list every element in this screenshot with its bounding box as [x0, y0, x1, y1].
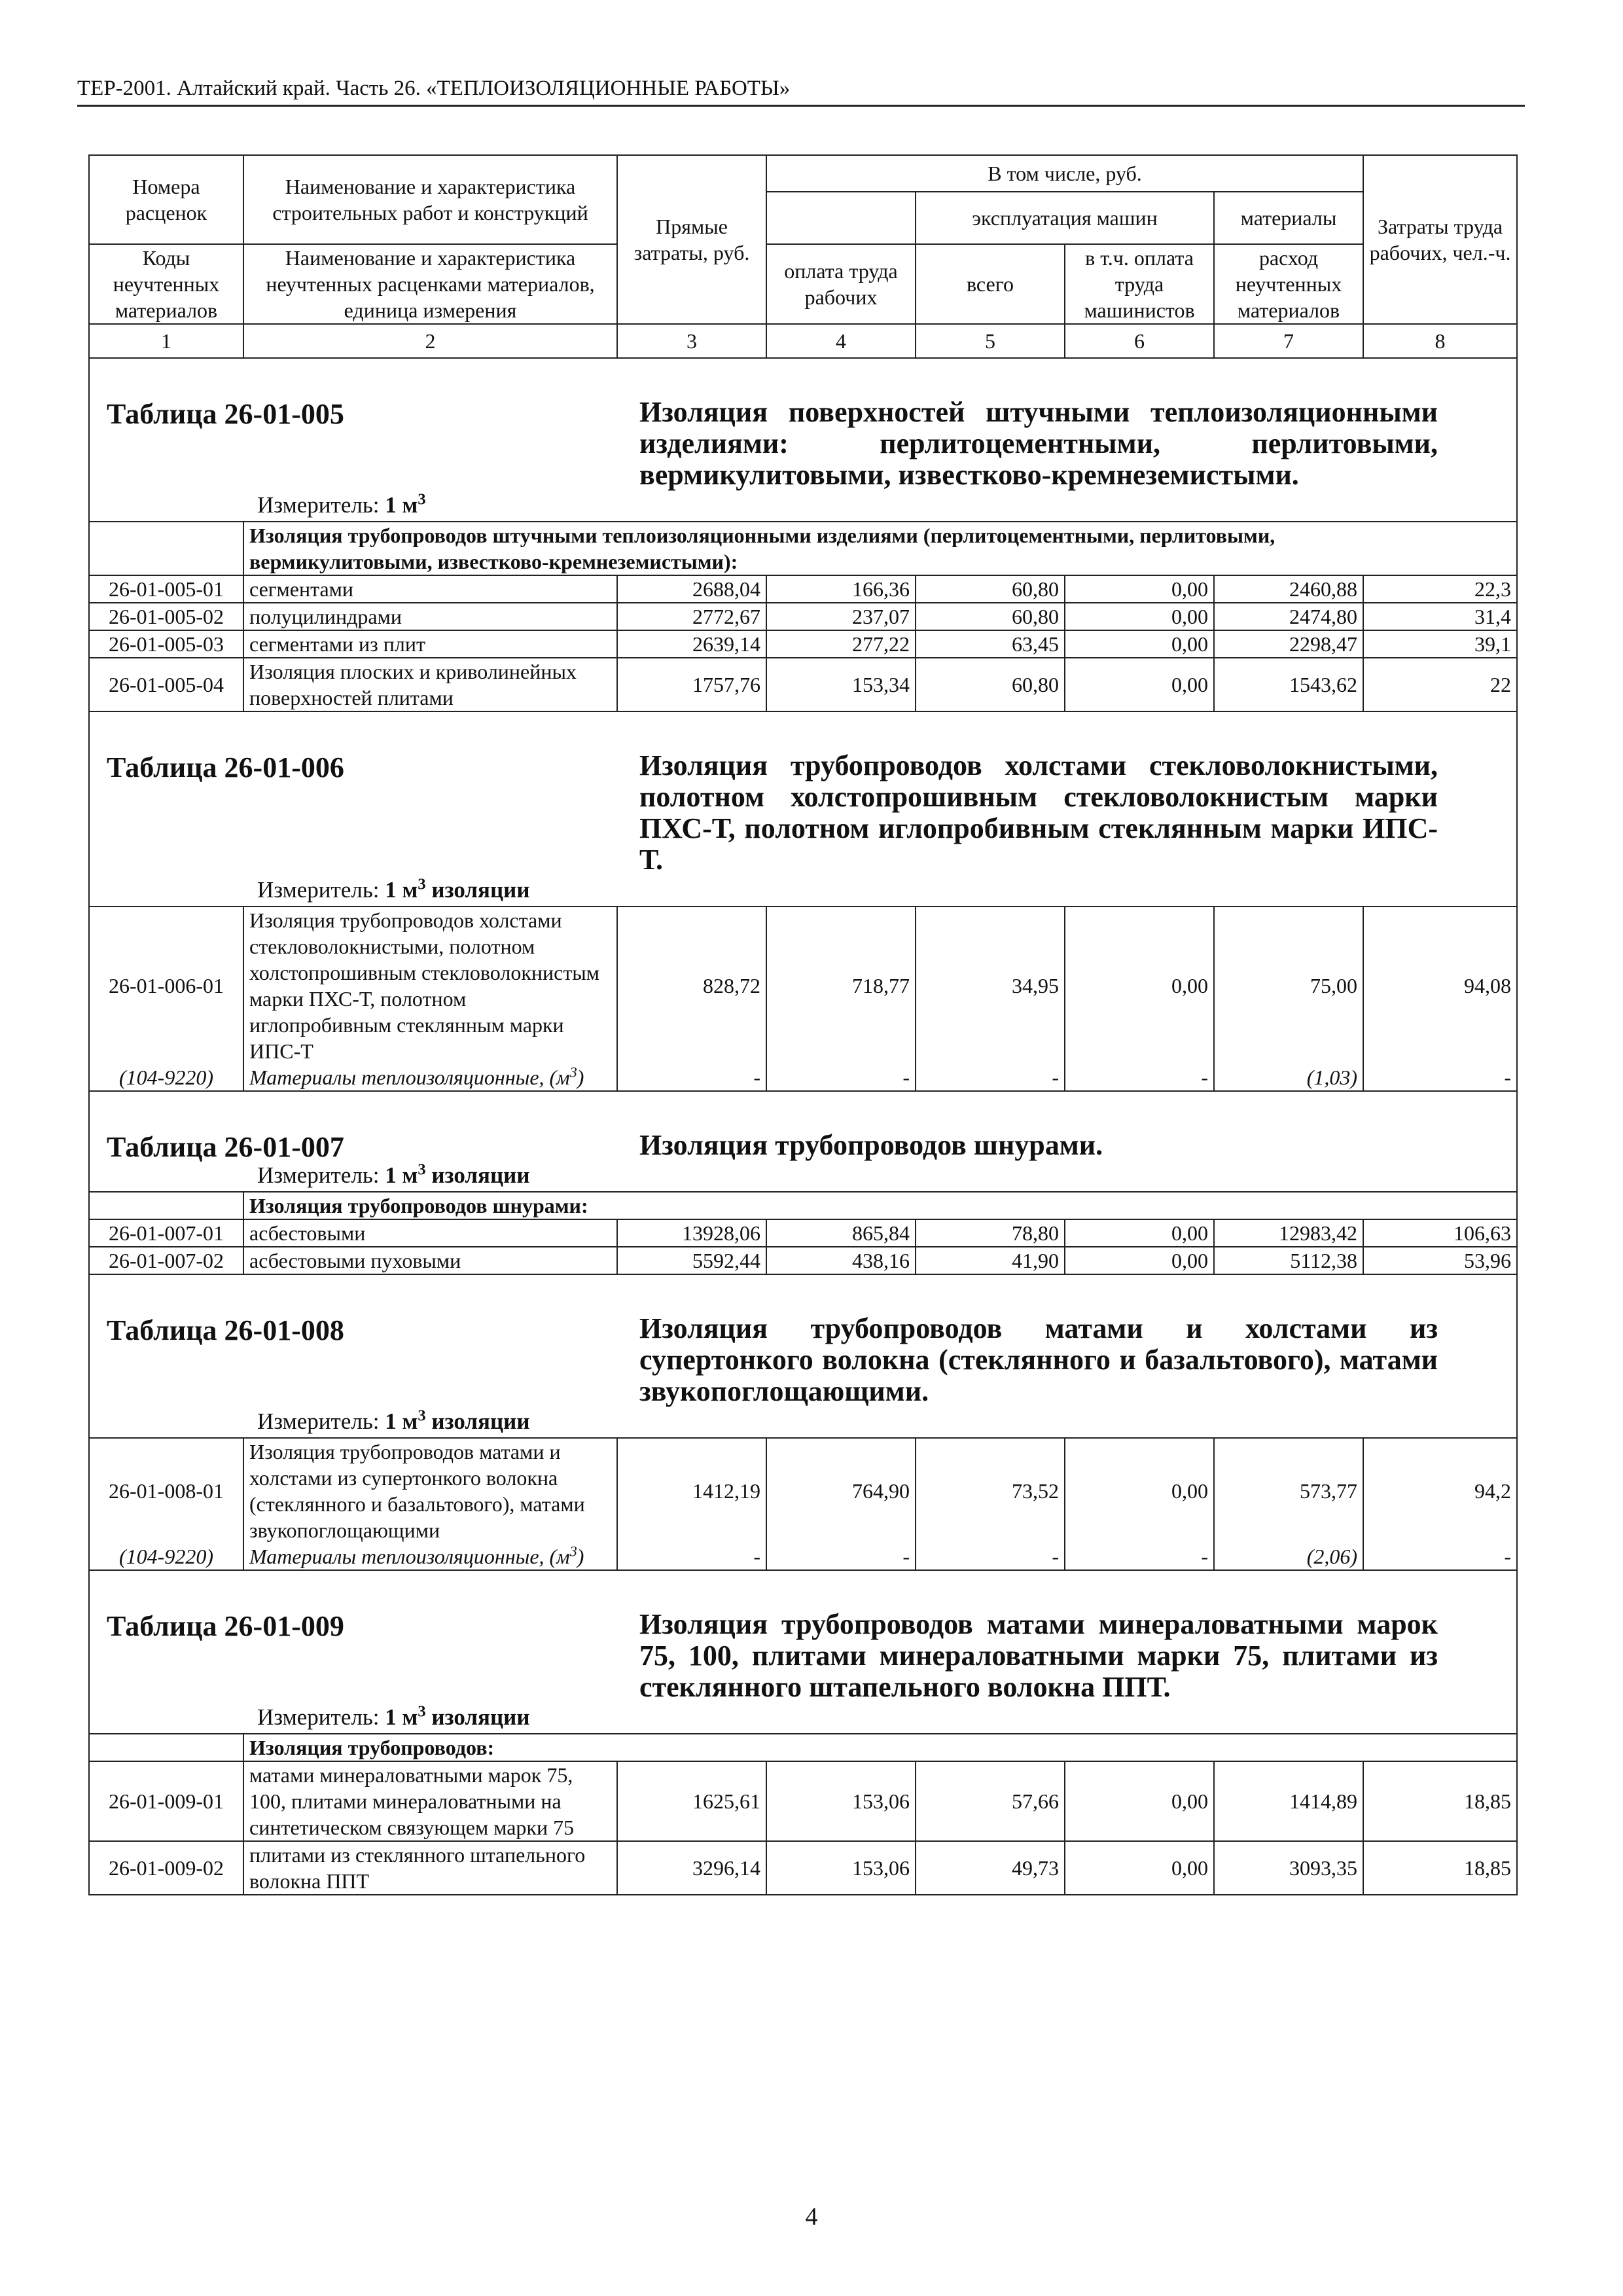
material-code: (104-9220)	[89, 1064, 243, 1091]
work-name: матами минераловатными марок 75, 100, плитами минераловатными на синтетическом связующем марки 75	[243, 1761, 617, 1841]
material-name	[243, 1064, 617, 1091]
labor-pay: -	[766, 1064, 916, 1091]
measure-unit: 1 м	[385, 1408, 418, 1434]
materials-cost: 12983,42	[1214, 1219, 1363, 1247]
machinist-pay: -	[1065, 1064, 1214, 1091]
direct-costs: -	[617, 1064, 766, 1091]
labor-hours: 22	[1363, 658, 1517, 711]
table-title-row	[89, 1570, 1517, 1734]
labor-pay: 153,06	[766, 1841, 916, 1895]
machines-total: 78,80	[916, 1219, 1065, 1247]
materials-cost: 1414,89	[1214, 1761, 1363, 1841]
measure-unit: 1 м	[385, 1704, 418, 1730]
superscript-3: 3	[569, 1543, 577, 1560]
table-label: Таблица 26-01-005	[107, 398, 344, 430]
machines-total: 34,95	[916, 906, 1065, 1064]
material-row	[89, 1064, 1517, 1091]
col-number: 2	[243, 324, 617, 358]
measure-line	[90, 1407, 1516, 1437]
rate-code: 26-01-008-01	[89, 1438, 243, 1543]
document-header: ТЕР-2001. Алтайский край. Часть 26. «ТЕПЛОИЗОЛЯЦИОННЫЕ РАБОТЫ»	[77, 75, 1525, 107]
superscript-3: 3	[418, 490, 426, 509]
table-title-row	[89, 1274, 1517, 1438]
labor-hours: 39,1	[1363, 630, 1517, 658]
measure-suffix: изоляции	[431, 1704, 530, 1730]
work-name: асбестовыми пуховыми	[243, 1247, 617, 1274]
header-labor-pay: оплата труда рабочих	[766, 244, 916, 324]
materials-cost: 5112,38	[1214, 1247, 1363, 1274]
table-title-row	[89, 711, 1517, 906]
page-number: 4	[805, 2203, 818, 2231]
work-name: сегментами	[243, 575, 617, 603]
direct-costs: 2772,67	[617, 603, 766, 630]
labor-hours: -	[1363, 1543, 1517, 1570]
table-row	[89, 906, 1517, 1064]
machinist-pay: 0,00	[1065, 1438, 1214, 1543]
machinist-pay: 0,00	[1065, 1761, 1214, 1841]
header-rate-numbers: Номера расценок	[89, 155, 243, 244]
rate-code: 26-01-005-04	[89, 658, 243, 711]
rate-code: 26-01-006-01	[89, 906, 243, 1064]
machinist-pay: 0,00	[1065, 630, 1214, 658]
direct-costs: 1757,76	[617, 658, 766, 711]
work-name: Изоляция трубопроводов матами и холстами из супертонкого волокна (стеклянного и базальтового), матами звукопоглощающими	[243, 1438, 617, 1543]
table-title: Изоляция поверхностей штучными теплоизоляционными изделиями: перлитоцементными, перлитовыми, вермикулитовыми, известково-кремнеземистыми.	[639, 396, 1438, 491]
group-empty-cell	[89, 522, 243, 575]
material-name-text: Материалы теплоизоляционные, (м	[249, 1066, 570, 1089]
superscript-3: 3	[569, 1064, 577, 1081]
header-material-names: Наименование и характеристика неучтенных расценками материалов, единица измерения	[243, 244, 617, 324]
measure-unit: 1 м	[385, 877, 418, 903]
measure-prefix: Измеритель:	[257, 1704, 380, 1730]
superscript-3: 3	[418, 1702, 426, 1721]
measure-unit: 1 м	[385, 1162, 418, 1188]
group-heading: Изоляция трубопроводов:	[243, 1734, 1517, 1761]
direct-costs: 2639,14	[617, 630, 766, 658]
rates-table	[88, 154, 1518, 1895]
col-number: 7	[1214, 324, 1363, 358]
table-title-row	[89, 1091, 1517, 1192]
material-row	[89, 1543, 1517, 1570]
measure-line	[90, 1703, 1516, 1733]
work-name: Изоляция плоских и криволинейных поверхностей плитами	[243, 658, 617, 711]
measure-unit: 1 м	[385, 492, 418, 518]
machinist-pay: 0,00	[1065, 1219, 1214, 1247]
table-title: Изоляция трубопроводов матами минераловатными марок 75, 100, плитами минераловатными марки 75, плитами из стеклянного штапельного волокна ППТ.	[639, 1608, 1438, 1703]
table-label: Таблица 26-01-006	[107, 751, 344, 783]
table-row	[89, 575, 1517, 603]
measure-prefix: Измеритель:	[257, 492, 380, 518]
direct-costs: 1412,19	[617, 1438, 766, 1543]
table-row	[89, 1761, 1517, 1841]
direct-costs: 5592,44	[617, 1247, 766, 1274]
table-title-block	[89, 1091, 1517, 1192]
rate-code: 26-01-007-01	[89, 1219, 243, 1247]
materials-cost: 1543,62	[1214, 658, 1363, 711]
labor-pay: 865,84	[766, 1219, 916, 1247]
superscript-3: 3	[418, 875, 426, 893]
group-row	[89, 1192, 1517, 1219]
machinist-pay: -	[1065, 1543, 1214, 1570]
labor-hours: 106,63	[1363, 1219, 1517, 1247]
labor-hours: 53,96	[1363, 1247, 1517, 1274]
rate-code: 26-01-007-02	[89, 1247, 243, 1274]
header-machines: эксплуатация машин	[916, 192, 1214, 244]
header-direct-costs: Прямые затраты, руб.	[617, 155, 766, 324]
machines-total: 63,45	[916, 630, 1065, 658]
machines-total: 60,80	[916, 658, 1065, 711]
col-number: 5	[916, 324, 1065, 358]
labor-hours: 22,3	[1363, 575, 1517, 603]
material-unit-close: )	[577, 1066, 584, 1089]
col-number: 1	[89, 324, 243, 358]
measure-suffix: изоляции	[431, 1408, 530, 1434]
table-row	[89, 630, 1517, 658]
table-title: Изоляция трубопроводов шнурами.	[639, 1129, 1103, 1161]
machinist-pay: 0,00	[1065, 1247, 1214, 1274]
materials-cost: 2460,88	[1214, 575, 1363, 603]
machinist-pay: 0,00	[1065, 1841, 1214, 1895]
labor-pay: 438,16	[766, 1247, 916, 1274]
superscript-3: 3	[418, 1407, 426, 1425]
measure-line	[90, 876, 1516, 906]
rate-code: 26-01-009-01	[89, 1761, 243, 1841]
machinist-pay: 0,00	[1065, 658, 1214, 711]
table-row	[89, 1438, 1517, 1543]
table-label: Таблица 26-01-009	[107, 1610, 344, 1642]
table-title-block	[89, 1274, 1517, 1438]
materials-cost: 2474,80	[1214, 603, 1363, 630]
table-title-row	[89, 358, 1517, 522]
superscript-3: 3	[418, 1160, 426, 1179]
material-name	[243, 1543, 617, 1570]
col-number: 4	[766, 324, 916, 358]
header-name: Наименование и характеристика строительных работ и конструкций	[243, 155, 617, 244]
measure-suffix: изоляции	[431, 877, 530, 903]
direct-costs: 1625,61	[617, 1761, 766, 1841]
table-title: Изоляция трубопроводов холстами стекловолокнистыми, полотном холстопрошивным стекловолокнистым марки ПХС-Т, полотном иглопробивным стеклянным марки ИПС-Т.	[639, 749, 1438, 876]
labor-pay: -	[766, 1543, 916, 1570]
machines-total: 60,80	[916, 603, 1065, 630]
machines-total: -	[916, 1543, 1065, 1570]
direct-costs: 2688,04	[617, 575, 766, 603]
table-row	[89, 1841, 1517, 1895]
materials-cost: 2298,47	[1214, 630, 1363, 658]
header-labor-costs: Затраты труда рабочих, чел.-ч.	[1363, 155, 1517, 324]
header-unaccounted-materials: расход неучтенных материалов	[1214, 244, 1363, 324]
materials-cost: 573,77	[1214, 1438, 1363, 1543]
group-row	[89, 1734, 1517, 1761]
work-name: плитами из стеклянного штапельного волокна ППТ	[243, 1841, 617, 1895]
machines-total: 57,66	[916, 1761, 1065, 1841]
labor-hours: 94,08	[1363, 906, 1517, 1064]
rate-code: 26-01-005-02	[89, 603, 243, 630]
measure-prefix: Измеритель:	[257, 1408, 380, 1434]
labor-pay: 764,90	[766, 1438, 916, 1543]
materials-cost: (1,03)	[1214, 1064, 1363, 1091]
materials-cost: (2,06)	[1214, 1543, 1363, 1570]
work-name: сегментами из плит	[243, 630, 617, 658]
direct-costs: -	[617, 1543, 766, 1570]
machinist-pay: 0,00	[1065, 906, 1214, 1064]
header-material-codes: Коды неучтенных материалов	[89, 244, 243, 324]
col-number: 6	[1065, 324, 1214, 358]
table-row	[89, 1219, 1517, 1247]
machines-total: 73,52	[916, 1438, 1065, 1543]
labor-hours: 18,85	[1363, 1841, 1517, 1895]
labor-hours: 94,2	[1363, 1438, 1517, 1543]
header-including: В том числе, руб.	[766, 155, 1363, 192]
labor-pay: 718,77	[766, 906, 916, 1064]
group-empty-cell	[89, 1734, 243, 1761]
rate-code: 26-01-005-03	[89, 630, 243, 658]
col-number: 8	[1363, 324, 1517, 358]
group-heading: Изоляция трубопроводов шнурами:	[243, 1192, 1517, 1219]
group-empty-cell	[89, 1192, 243, 1219]
table-label: Таблица 26-01-007	[107, 1131, 344, 1163]
machinist-pay: 0,00	[1065, 603, 1214, 630]
measure-prefix: Измеритель:	[257, 877, 380, 903]
rate-code: 26-01-005-01	[89, 575, 243, 603]
table-row	[89, 603, 1517, 630]
machines-total: 60,80	[916, 575, 1065, 603]
material-name-text: Материалы теплоизоляционные, (м	[249, 1545, 570, 1568]
labor-hours: 31,4	[1363, 603, 1517, 630]
labor-pay: 277,22	[766, 630, 916, 658]
direct-costs: 3296,14	[617, 1841, 766, 1895]
labor-pay: 166,36	[766, 575, 916, 603]
col-number: 3	[617, 324, 766, 358]
labor-pay: 237,07	[766, 603, 916, 630]
group-heading: Изоляция трубопроводов штучными теплоизоляционными изделиями (перлитоцементными, перлитовыми, вермикулитовыми, известково-кремнеземистыми):	[243, 522, 1517, 575]
table-row	[89, 658, 1517, 711]
machinist-pay: 0,00	[1065, 575, 1214, 603]
labor-hours: 18,85	[1363, 1761, 1517, 1841]
machines-total: 41,90	[916, 1247, 1065, 1274]
table-title: Изоляция трубопроводов матами и холстами из супертонкого волокна (стеклянного и базальтового), матами звукопоглощающими.	[639, 1312, 1438, 1407]
labor-pay: 153,34	[766, 658, 916, 711]
table-title-block	[89, 711, 1517, 906]
material-unit-close: )	[577, 1545, 584, 1568]
table-title-block	[89, 358, 1517, 522]
labor-hours: -	[1363, 1064, 1517, 1091]
table-row	[89, 1247, 1517, 1274]
table-title-block	[89, 1570, 1517, 1734]
measure-line	[90, 1161, 1516, 1191]
direct-costs: 13928,06	[617, 1219, 766, 1247]
direct-costs: 828,72	[617, 906, 766, 1064]
measure-suffix: изоляции	[431, 1162, 530, 1188]
machines-total: 49,73	[916, 1841, 1065, 1895]
labor-pay: 153,06	[766, 1761, 916, 1841]
table-label: Таблица 26-01-008	[107, 1314, 344, 1346]
materials-cost: 3093,35	[1214, 1841, 1363, 1895]
header-materials: материалы	[1214, 192, 1363, 244]
materials-cost: 75,00	[1214, 906, 1363, 1064]
work-name: Изоляция трубопроводов холстами стекловолокнистыми, полотном холстопрошивным стекловолокнистым марки ПХС-Т, полотном иглопробивным стеклянным марки ИПС-Т	[243, 906, 617, 1064]
work-name: асбестовыми	[243, 1219, 617, 1247]
machines-total: -	[916, 1064, 1065, 1091]
header-total: всего	[916, 244, 1065, 324]
measure-prefix: Измеритель:	[257, 1162, 380, 1188]
work-name: полуцилиндрами	[243, 603, 617, 630]
material-code: (104-9220)	[89, 1543, 243, 1570]
rate-code: 26-01-009-02	[89, 1841, 243, 1895]
measure-line	[90, 491, 1516, 521]
header-machinist-pay: в т.ч. оплата труда машинистов	[1065, 244, 1214, 324]
group-row	[89, 522, 1517, 575]
